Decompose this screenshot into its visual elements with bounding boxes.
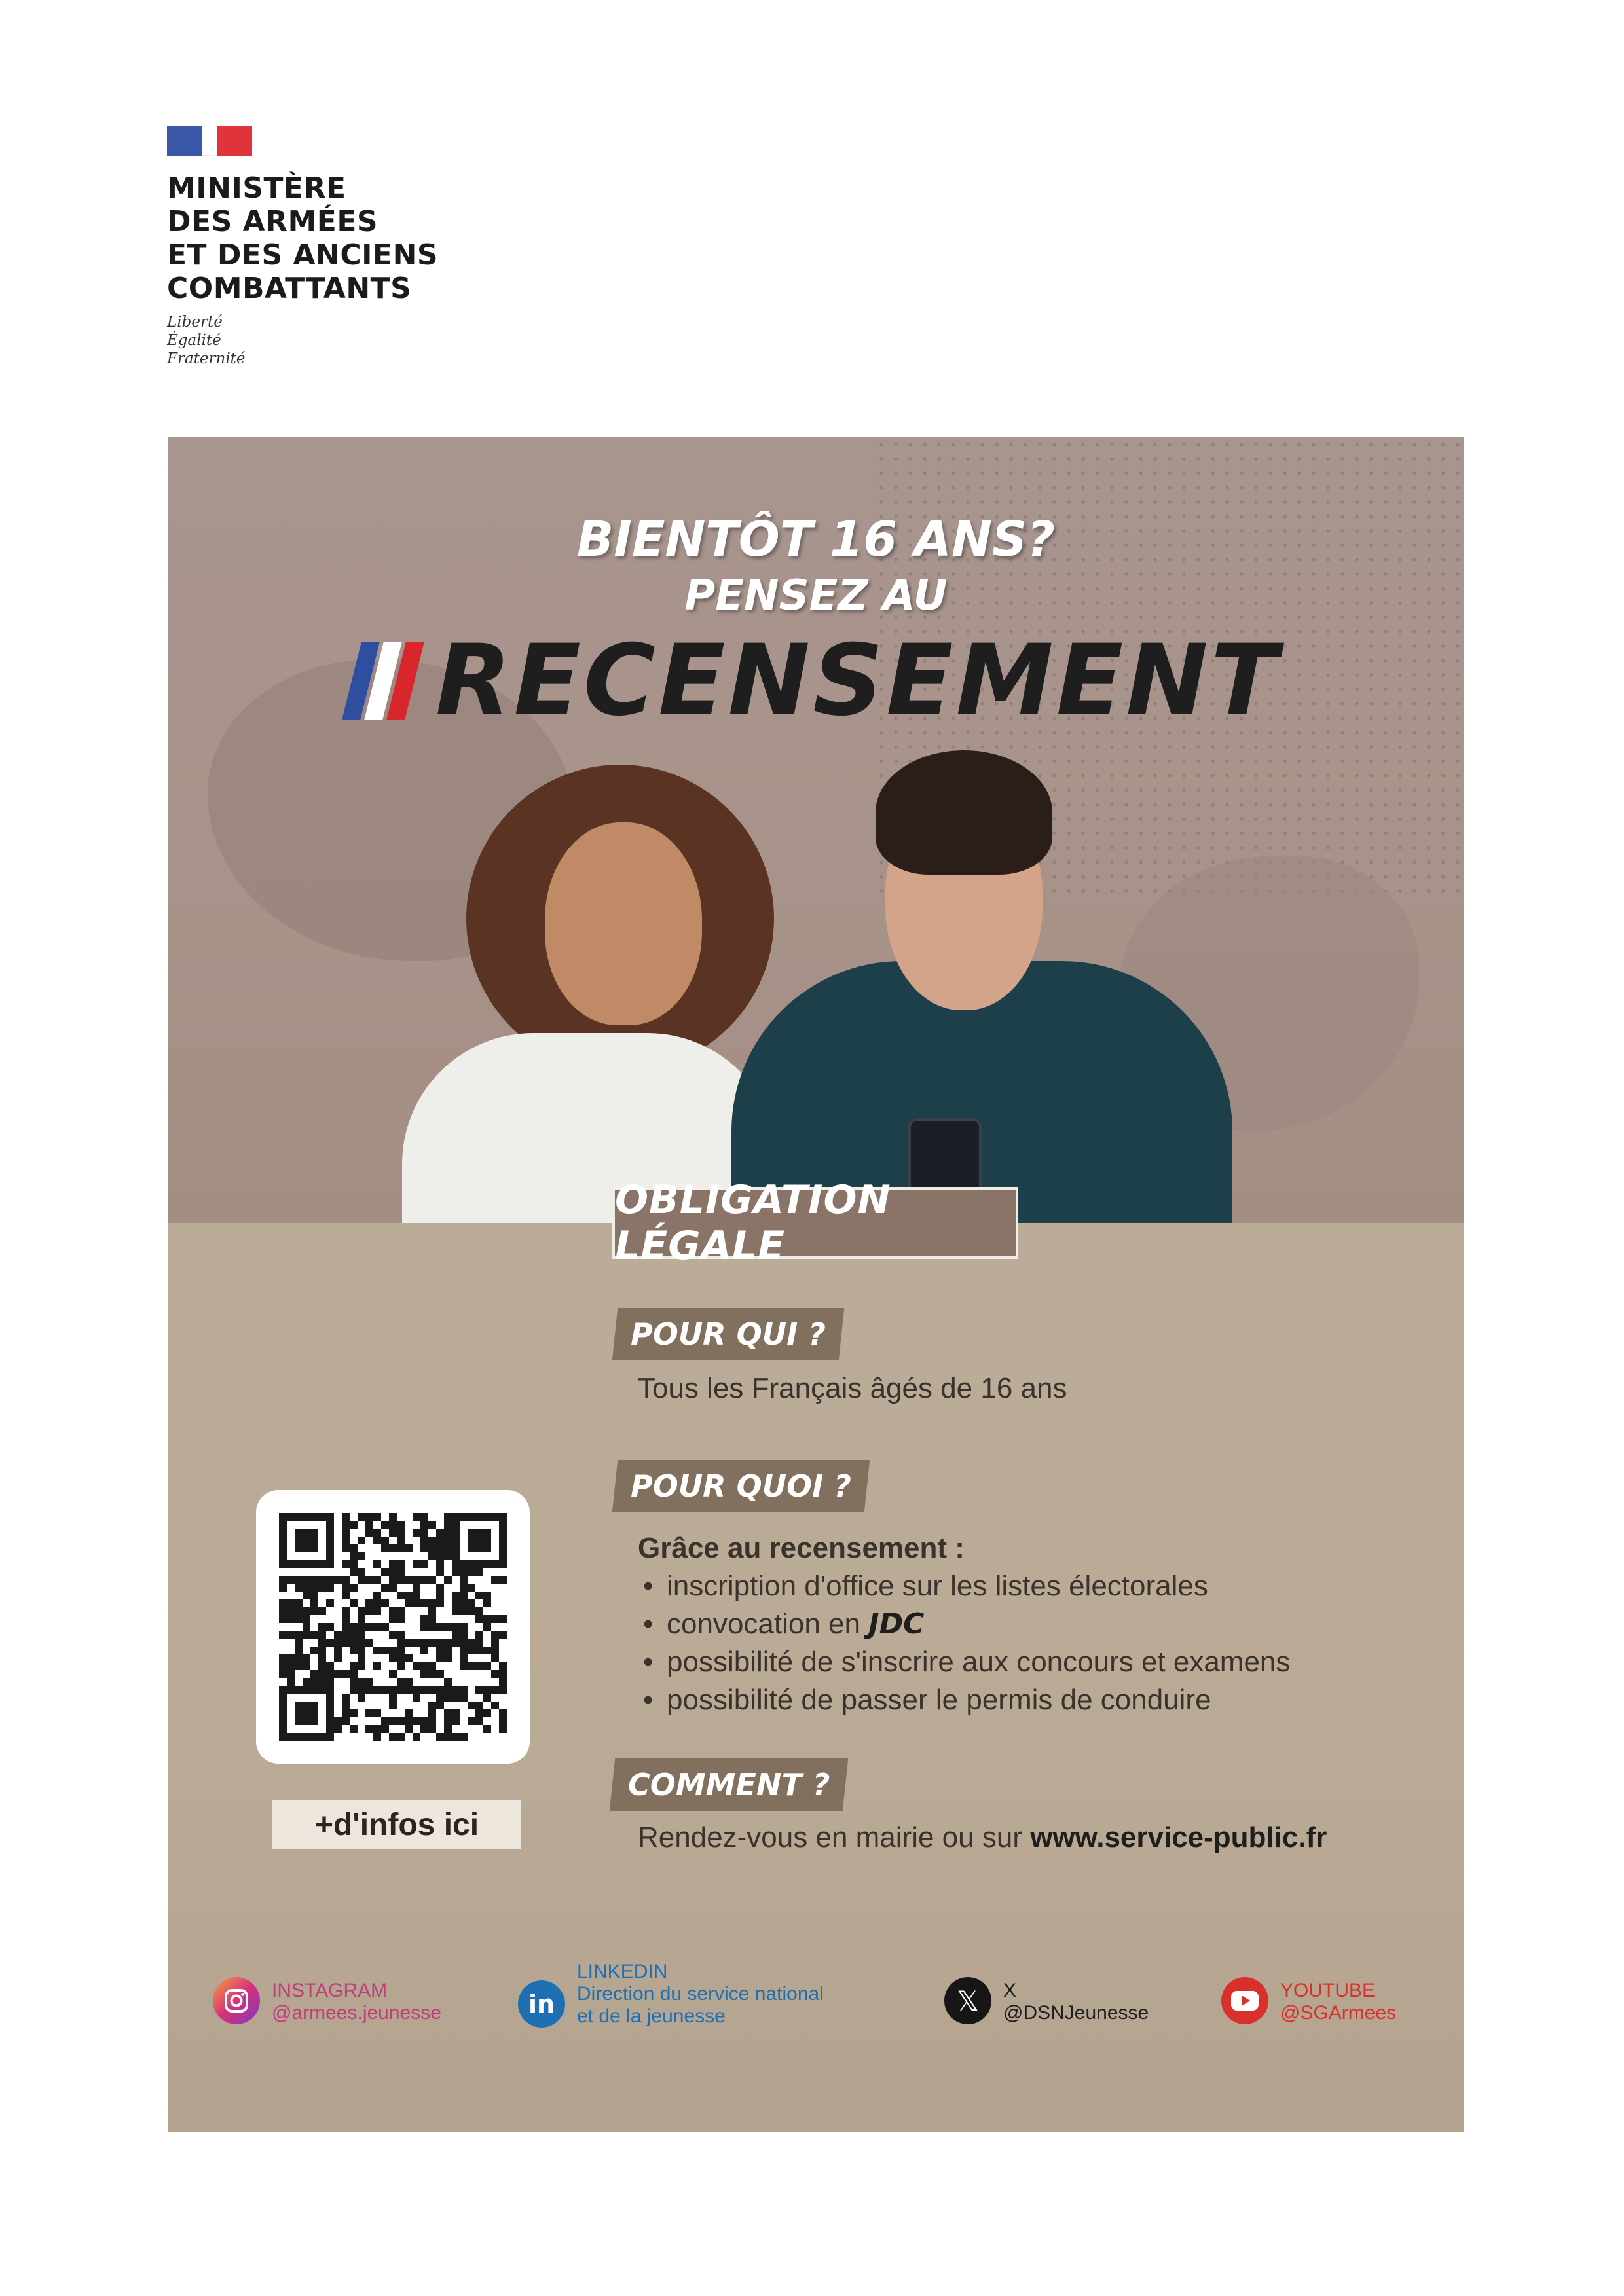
social-youtube[interactable]	[1221, 1977, 1396, 2024]
motto-line: Égalité	[167, 332, 221, 349]
list-lead: Grâce au recensement :	[638, 1532, 965, 1564]
ministry-name-line: DES ARMÉES	[167, 205, 378, 238]
section-heading-quoi	[612, 1460, 870, 1512]
youtube-icon	[1221, 1977, 1268, 2024]
section-heading-label: POUR QUOI ?	[631, 1468, 851, 1504]
list-item: • inscription d'office sur les listes électorales	[638, 1567, 1290, 1605]
section-heading-qui	[612, 1308, 844, 1360]
poster-headline	[168, 511, 1464, 623]
jdc-logo: JDC	[868, 1607, 925, 1641]
social-label: LINKEDIN	[577, 1961, 668, 1982]
section-heading-comment	[610, 1758, 849, 1811]
list-item: • possibilité de passer le permis de conduire	[638, 1681, 1290, 1719]
social-handle: @armees.jeunesse	[272, 2002, 441, 2024]
poster-title	[352, 624, 1281, 738]
section-heading-label: COMMENT ?	[628, 1767, 830, 1802]
qr-code[interactable]	[256, 1490, 530, 1764]
ministry-name-line: ET DES ANCIENS	[167, 238, 439, 272]
girl-face	[545, 822, 702, 1025]
social-x-text	[1003, 1980, 1149, 2024]
social-x[interactable]	[944, 1977, 1149, 2024]
social-instagram-text	[272, 1980, 441, 2024]
obligation-badge-label: OBLIGATION LÉGALE	[615, 1177, 891, 1269]
list-item	[638, 1605, 1290, 1643]
obligation-badge	[612, 1177, 1018, 1269]
linkedin-icon: in	[518, 1980, 565, 2028]
qr-caption-label: +d'infos ici	[314, 1807, 479, 1842]
section-text-qui: Tous les Français âgés de 16 ans	[638, 1372, 1067, 1404]
service-public-link[interactable]: www.service-public.fr	[1030, 1821, 1327, 1853]
list-item-text: convocation en	[667, 1608, 860, 1640]
motto-line: Liberté	[167, 314, 223, 331]
qr-code-icon	[256, 1490, 530, 1764]
qr-caption	[272, 1800, 521, 1849]
list-item: • possibilité de s'inscrire aux concours et examens	[638, 1643, 1290, 1681]
ministry-name-line: MINISTÈRE	[167, 172, 346, 205]
recensement-title: RECENSEMENT	[435, 624, 1281, 738]
headline-pensez: PENSEZ AU	[684, 572, 948, 620]
social-instagram[interactable]	[213, 1977, 441, 2024]
section-list-quoi	[638, 1529, 1290, 1719]
social-label: INSTAGRAM	[272, 1980, 388, 2001]
social-linkedin[interactable]	[518, 1961, 824, 2028]
social-handle: et de la jeunesse	[577, 2005, 726, 2027]
social-linkedin-text	[577, 1961, 824, 2028]
boy-photo	[876, 750, 1052, 875]
ministry-name-line: COMBATTANTS	[167, 272, 412, 305]
social-handle: @SGArmees	[1280, 2002, 1397, 2024]
headline-age: BIENTÔT 16 ANS?	[576, 511, 1056, 568]
social-label: YOUTUBE	[1280, 1980, 1376, 2001]
motto-line: Fraternité	[167, 350, 246, 367]
republic-motto	[167, 313, 507, 368]
x-icon: 𝕏	[944, 1977, 991, 2024]
french-flag-icon	[342, 642, 428, 720]
recensement-poster	[168, 437, 1464, 2132]
comment-text: Rendez-vous en mairie ou sur	[638, 1821, 1031, 1853]
social-youtube-text	[1280, 1980, 1396, 2024]
social-label: X	[1003, 1980, 1017, 2001]
section-heading-label: POUR QUI ?	[631, 1317, 826, 1352]
social-handle: Direction du service national	[577, 1983, 824, 2005]
social-handle: @DSNJeunesse	[1003, 2002, 1149, 2024]
ministry-name	[167, 172, 507, 305]
instagram-icon	[213, 1977, 260, 2024]
ministry-logo	[167, 126, 507, 368]
section-text-comment	[638, 1821, 1327, 1854]
marianne-flag-icon	[167, 126, 252, 156]
